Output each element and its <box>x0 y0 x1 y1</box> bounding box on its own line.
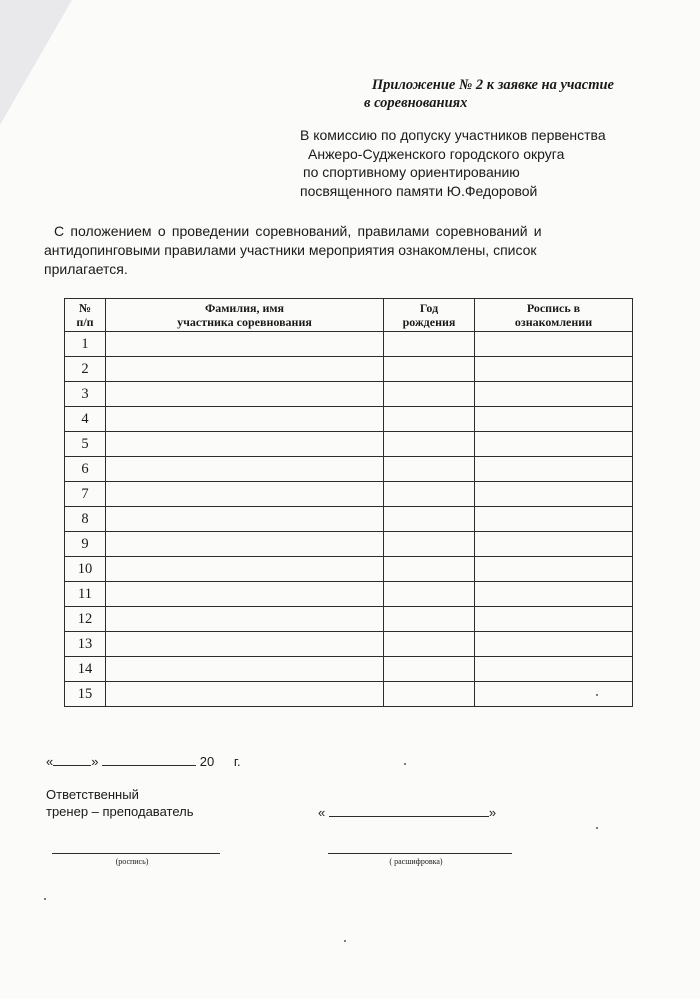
name-cell[interactable] <box>106 632 384 657</box>
month-blank[interactable] <box>102 752 196 766</box>
header-number-line-1: № <box>78 301 92 315</box>
table-header-row <box>65 299 633 332</box>
table-row <box>65 457 633 482</box>
addressee-line-4: посвященного памяти Ю.Федоровой <box>300 182 538 199</box>
row-number: 9 <box>65 532 106 557</box>
name-cell[interactable] <box>106 607 384 632</box>
scan-speck <box>404 763 406 765</box>
signature-cell[interactable] <box>475 457 633 482</box>
appendix-line-2: в соревнованиях <box>364 95 468 111</box>
year-cell[interactable] <box>384 632 475 657</box>
signature-cell[interactable] <box>475 407 633 432</box>
signature-cell[interactable] <box>475 582 633 607</box>
header-signature-line-1: Роспись в <box>526 301 581 315</box>
date-year-prefix: 20 <box>199 754 215 769</box>
scan-speck <box>596 694 598 696</box>
year-cell[interactable] <box>384 357 475 382</box>
row-number: 14 <box>65 657 106 682</box>
row-number: 8 <box>65 507 106 532</box>
addressee-line-1: В комиссию по допуску участников первенства <box>300 127 606 143</box>
signature-cell[interactable] <box>475 532 633 557</box>
addressee-line-2: Анжеро-Судженского городского округа <box>308 145 565 162</box>
table-row <box>65 532 633 557</box>
scan-speck <box>44 898 46 900</box>
row-number: 7 <box>65 482 106 507</box>
day-blank[interactable] <box>53 752 91 766</box>
row-number: 1 <box>65 332 106 357</box>
table-row <box>65 607 633 632</box>
name-cell[interactable] <box>106 507 384 532</box>
name-open-quote: « <box>318 805 326 820</box>
table-row <box>65 432 633 457</box>
name-cell[interactable] <box>106 682 384 707</box>
responsible-line-2: тренер – преподаватель <box>46 804 194 819</box>
row-number: 5 <box>65 432 106 457</box>
decode-caption: ( расшифровка) <box>389 857 443 866</box>
header-number <box>65 299 106 332</box>
date-suffix: г. <box>233 754 241 769</box>
name-cell[interactable] <box>106 332 384 357</box>
year-cell[interactable] <box>384 507 475 532</box>
name-cell[interactable] <box>106 382 384 407</box>
signature-cell[interactable] <box>475 657 633 682</box>
row-number: 3 <box>65 382 106 407</box>
signature-cell[interactable] <box>475 682 633 707</box>
year-cell[interactable] <box>384 432 475 457</box>
header-name <box>106 299 384 332</box>
row-number: 6 <box>65 457 106 482</box>
row-number: 13 <box>65 632 106 657</box>
table-row <box>65 507 633 532</box>
signature-cell[interactable] <box>475 332 633 357</box>
table-row <box>65 382 633 407</box>
row-number: 4 <box>65 407 106 432</box>
table-row <box>65 582 633 607</box>
decode-line[interactable] <box>328 853 512 854</box>
signature-caption: (роспись) <box>115 857 149 866</box>
year-cell[interactable] <box>384 657 475 682</box>
table-row <box>65 357 633 382</box>
name-cell[interactable] <box>106 357 384 382</box>
scan-speck <box>596 827 598 829</box>
signature-cell[interactable] <box>475 557 633 582</box>
name-cell[interactable] <box>106 657 384 682</box>
table-row <box>65 407 633 432</box>
table-row <box>65 482 633 507</box>
name-blank[interactable] <box>329 803 489 817</box>
signature-cell[interactable] <box>475 432 633 457</box>
header-year-line-2: рождения <box>402 315 456 329</box>
appendix-heading <box>360 76 660 112</box>
year-cell[interactable] <box>384 532 475 557</box>
intro-line-2: антидопинговыми правилами участники мероприятия ознакомлены, список <box>44 242 537 258</box>
table-row <box>65 557 633 582</box>
signature-cell[interactable] <box>475 607 633 632</box>
year-cell[interactable] <box>384 407 475 432</box>
year-cell[interactable] <box>384 332 475 357</box>
name-cell[interactable] <box>106 582 384 607</box>
signature-cell[interactable] <box>475 357 633 382</box>
year-cell[interactable] <box>384 482 475 507</box>
header-birth-year <box>384 299 475 332</box>
row-number: 2 <box>65 357 106 382</box>
year-cell[interactable] <box>384 557 475 582</box>
signature-cell[interactable] <box>475 482 633 507</box>
name-cell[interactable] <box>106 482 384 507</box>
row-number: 11 <box>65 582 106 607</box>
table-row <box>65 632 633 657</box>
header-name-line-2: участника соревнования <box>177 315 312 329</box>
name-cell[interactable] <box>106 457 384 482</box>
responsible-label <box>46 786 193 820</box>
name-cell[interactable] <box>106 432 384 457</box>
year-cell[interactable] <box>384 457 475 482</box>
intro-paragraph <box>44 222 604 279</box>
table-row <box>65 657 633 682</box>
signature-line[interactable] <box>52 853 220 854</box>
date-close-quote: » <box>91 754 99 769</box>
year-cell[interactable] <box>384 582 475 607</box>
year-cell[interactable] <box>384 682 475 707</box>
page-corner-fold <box>0 0 72 125</box>
table-row <box>65 682 633 707</box>
responsible-line-1: Ответственный <box>46 787 139 802</box>
row-number: 12 <box>65 607 106 632</box>
appendix-line-1: Приложение № 2 к заявке на участие <box>371 77 614 93</box>
intro-line-3: прилагается. <box>44 261 128 277</box>
date-open-quote: « <box>46 754 54 769</box>
date-line <box>46 752 241 769</box>
intro-line-1: С положением о проведении соревнований, правилами соревнований и <box>54 223 542 239</box>
name-cell[interactable] <box>106 557 384 582</box>
signature-cell[interactable] <box>475 632 633 657</box>
header-signature-line-2: ознакомлении <box>514 315 593 329</box>
name-close-quote: » <box>488 805 497 820</box>
row-number: 15 <box>65 682 106 707</box>
year-cell[interactable] <box>384 382 475 407</box>
name-cell[interactable] <box>106 532 384 557</box>
header-name-line-1: Фамилия, имя <box>204 301 285 315</box>
year-cell[interactable] <box>384 607 475 632</box>
signature-cell[interactable] <box>475 382 633 407</box>
name-quote-line <box>318 803 496 820</box>
name-cell[interactable] <box>106 407 384 432</box>
header-signature <box>475 299 633 332</box>
scan-speck <box>344 940 346 942</box>
table-row <box>65 332 633 357</box>
row-number: 10 <box>65 557 106 582</box>
addressee-block <box>300 126 660 200</box>
participants-table <box>64 298 633 707</box>
header-year-line-1: Год <box>419 301 439 315</box>
signature-cell[interactable] <box>475 507 633 532</box>
header-number-line-2: п/п <box>76 315 94 329</box>
addressee-line-3: по спортивному ориентированию <box>303 164 520 180</box>
